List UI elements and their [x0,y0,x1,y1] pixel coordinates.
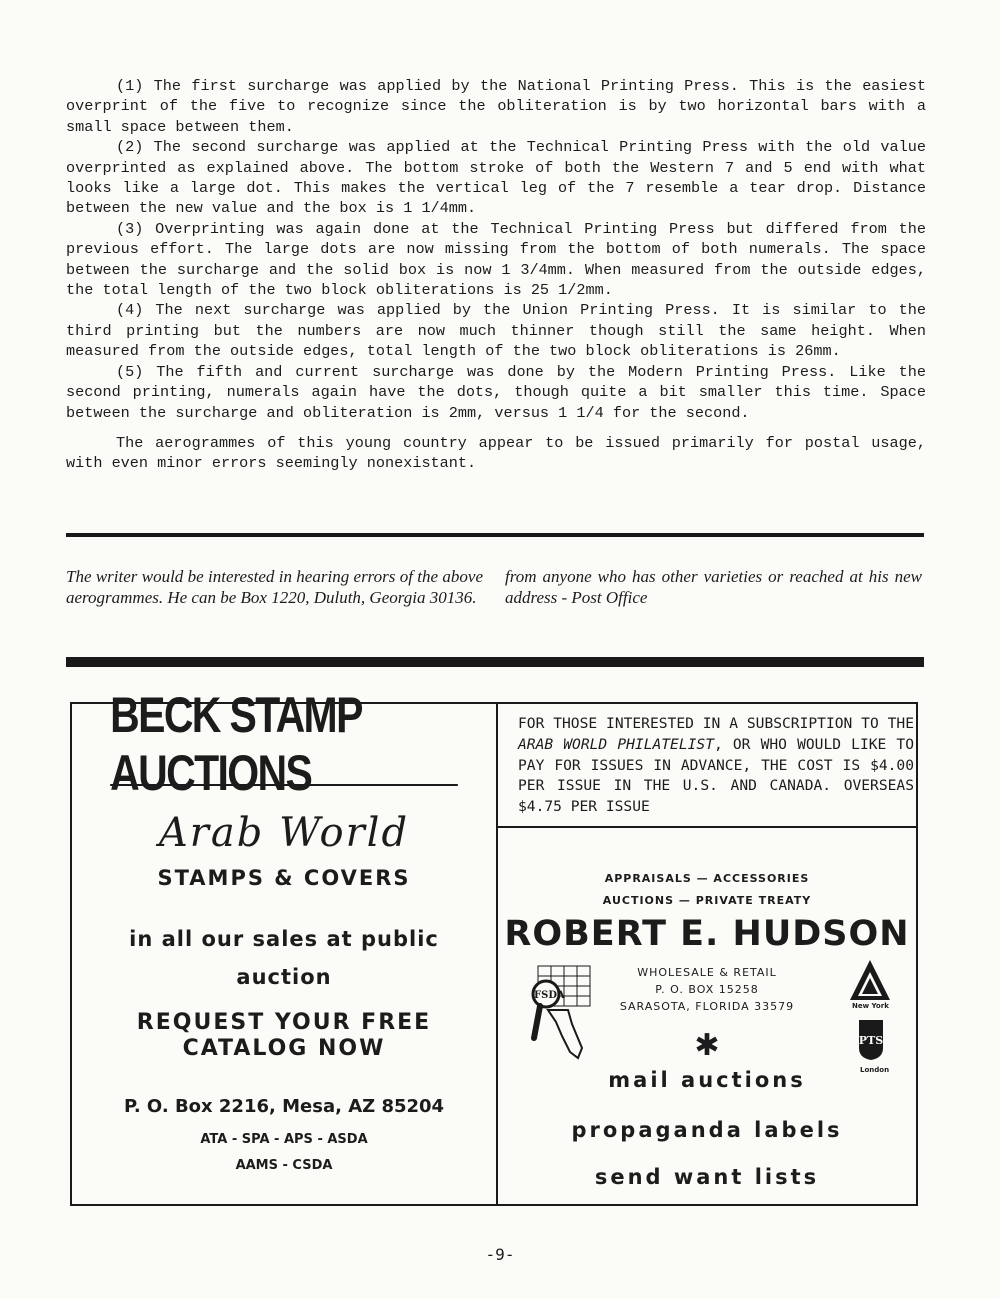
hudson-address-line-2: P. O. BOX 15258 [655,983,759,996]
paragraph-2: (2) The second surcharge was applied at the Technical Printing Press with the old value overprinted as explained above. The bottom stroke of both the Western 7 and 5 end with what looks like a large dot. This makes the vertical leg of the 7 resemble a tear drop. Distance between the new value and the box is 1 1/4mm. [66,138,926,218]
author-note-right: from anyone who has other varieties or reached at his new address - Post Office [505,567,922,607]
beck-ad-title: BECK STAMP AUCTIONS [110,704,458,786]
hudson-address-line-1: WHOLESALE & RETAIL [637,966,777,979]
beck-auctions-ad [72,687,498,1204]
aa-triangle-logo-icon [848,958,892,1002]
propaganda-labels-line: propaganda labels [571,1118,843,1142]
beck-associations [72,1127,496,1179]
pts-logo-text: PTS [858,1034,884,1047]
article-body [66,76,926,474]
request-line-1: REQUEST YOUR FREE [136,1010,432,1035]
sales-text [72,920,496,996]
want-lists-line: send want lists [594,1165,820,1189]
request-line-2: CATALOG NOW [182,1036,386,1061]
subscription-text-before: FOR THOSE INTERESTED IN A SUBSCRIPTION TO THE [518,715,914,732]
request-catalog [72,1010,496,1062]
closing-paragraph: The aerogrammes of this young country appear to be issued primarily for postal usage, with even minor errors seemingly nonexistant. [66,433,926,473]
stamps-covers-line: STAMPS & COVERS [157,866,411,890]
divider-rule-top [66,533,924,537]
sales-line-2: auction [236,965,332,989]
subscription-notice [498,704,916,828]
author-note-left: The writer would be interested in hearing errors of the above aerogrammes. He can be Box 1220, Duluth, Georgia 30136. [66,567,483,607]
beck-po-box: P. O. Box 2216, Mesa, AZ 85204 [123,1096,445,1117]
paragraph-4: (4) The next surcharge was applied by the Union Printing Press. It is similar to the third printing but the numbers are now much thinner though still the same height. When measured from the outside edges, total length of the two block obliterations is 26mm. [66,301,926,361]
beck-ad-body [72,810,496,1179]
subscription-text-after: , OR WHO WOULD LIKE TO PAY FOR ISSUES IN ADVANCE, THE COST IS $4.00 PER ISSUE IN THE U.S. AND CANADA. OVERSEAS $4.75 PER ISSUE [518,735,914,816]
asterisk-star-icon: ✱ [694,1028,720,1063]
hudson-tagline-1: APPRAISALS — ACCESSORIES [604,872,810,885]
publication-name: ARAB WORLD PHILATELIST [518,735,714,753]
page-number: -9- [485,1245,515,1264]
paragraph-3: (3) Overprinting was again done at the Technical Printing Press but differed from the previous effort. The large dots are now missing from the bottom of both numerals. The space between the surcharge and the solid box is now 1 3/4mm. When measured from the outside edges, the total length of the two block obliterations is 25 1/2mm. [66,219,926,300]
divider-rule-thick [66,657,924,667]
hudson-name: ROBERT E. HUDSON [504,914,910,954]
paragraph-5: (5) The fifth and current surcharge was done by the Modern Printing Press. Like the second printing, numerals again have the dots, though quite a bit smaller this time. Space between the surcharge and obliteration is 2mm, versus 1 1/4 for the second. [66,362,926,422]
sales-line-1: in all our sales at public [129,927,439,951]
assoc-line-2: AAMS - CSDA [235,1158,333,1173]
hudson-address-line-3: SARASOTA, FLORIDA 33579 [619,1000,795,1013]
assoc-line-1: ATA - SPA - APS - ASDA [200,1132,368,1147]
pts-logo-label: London [860,1066,890,1074]
arab-world-script-logo: Arab World [158,810,410,856]
hudson-ad [498,828,916,1204]
author-note [66,566,922,608]
advertisement-block [70,687,918,1206]
aa-logo-label: New York [852,1002,889,1010]
fsda-logo-text: FSDA [534,990,565,1001]
hudson-tagline-2: AUCTIONS — PRIVATE TREATY [602,894,812,907]
paragraph-1: (1) The first surcharge was applied by the National Printing Press. This is the easiest overprint of the five to recognize since the obliteration is by two horizontal bars with a small space between them. [66,77,926,136]
mail-auctions-line: mail auctions [608,1068,806,1092]
